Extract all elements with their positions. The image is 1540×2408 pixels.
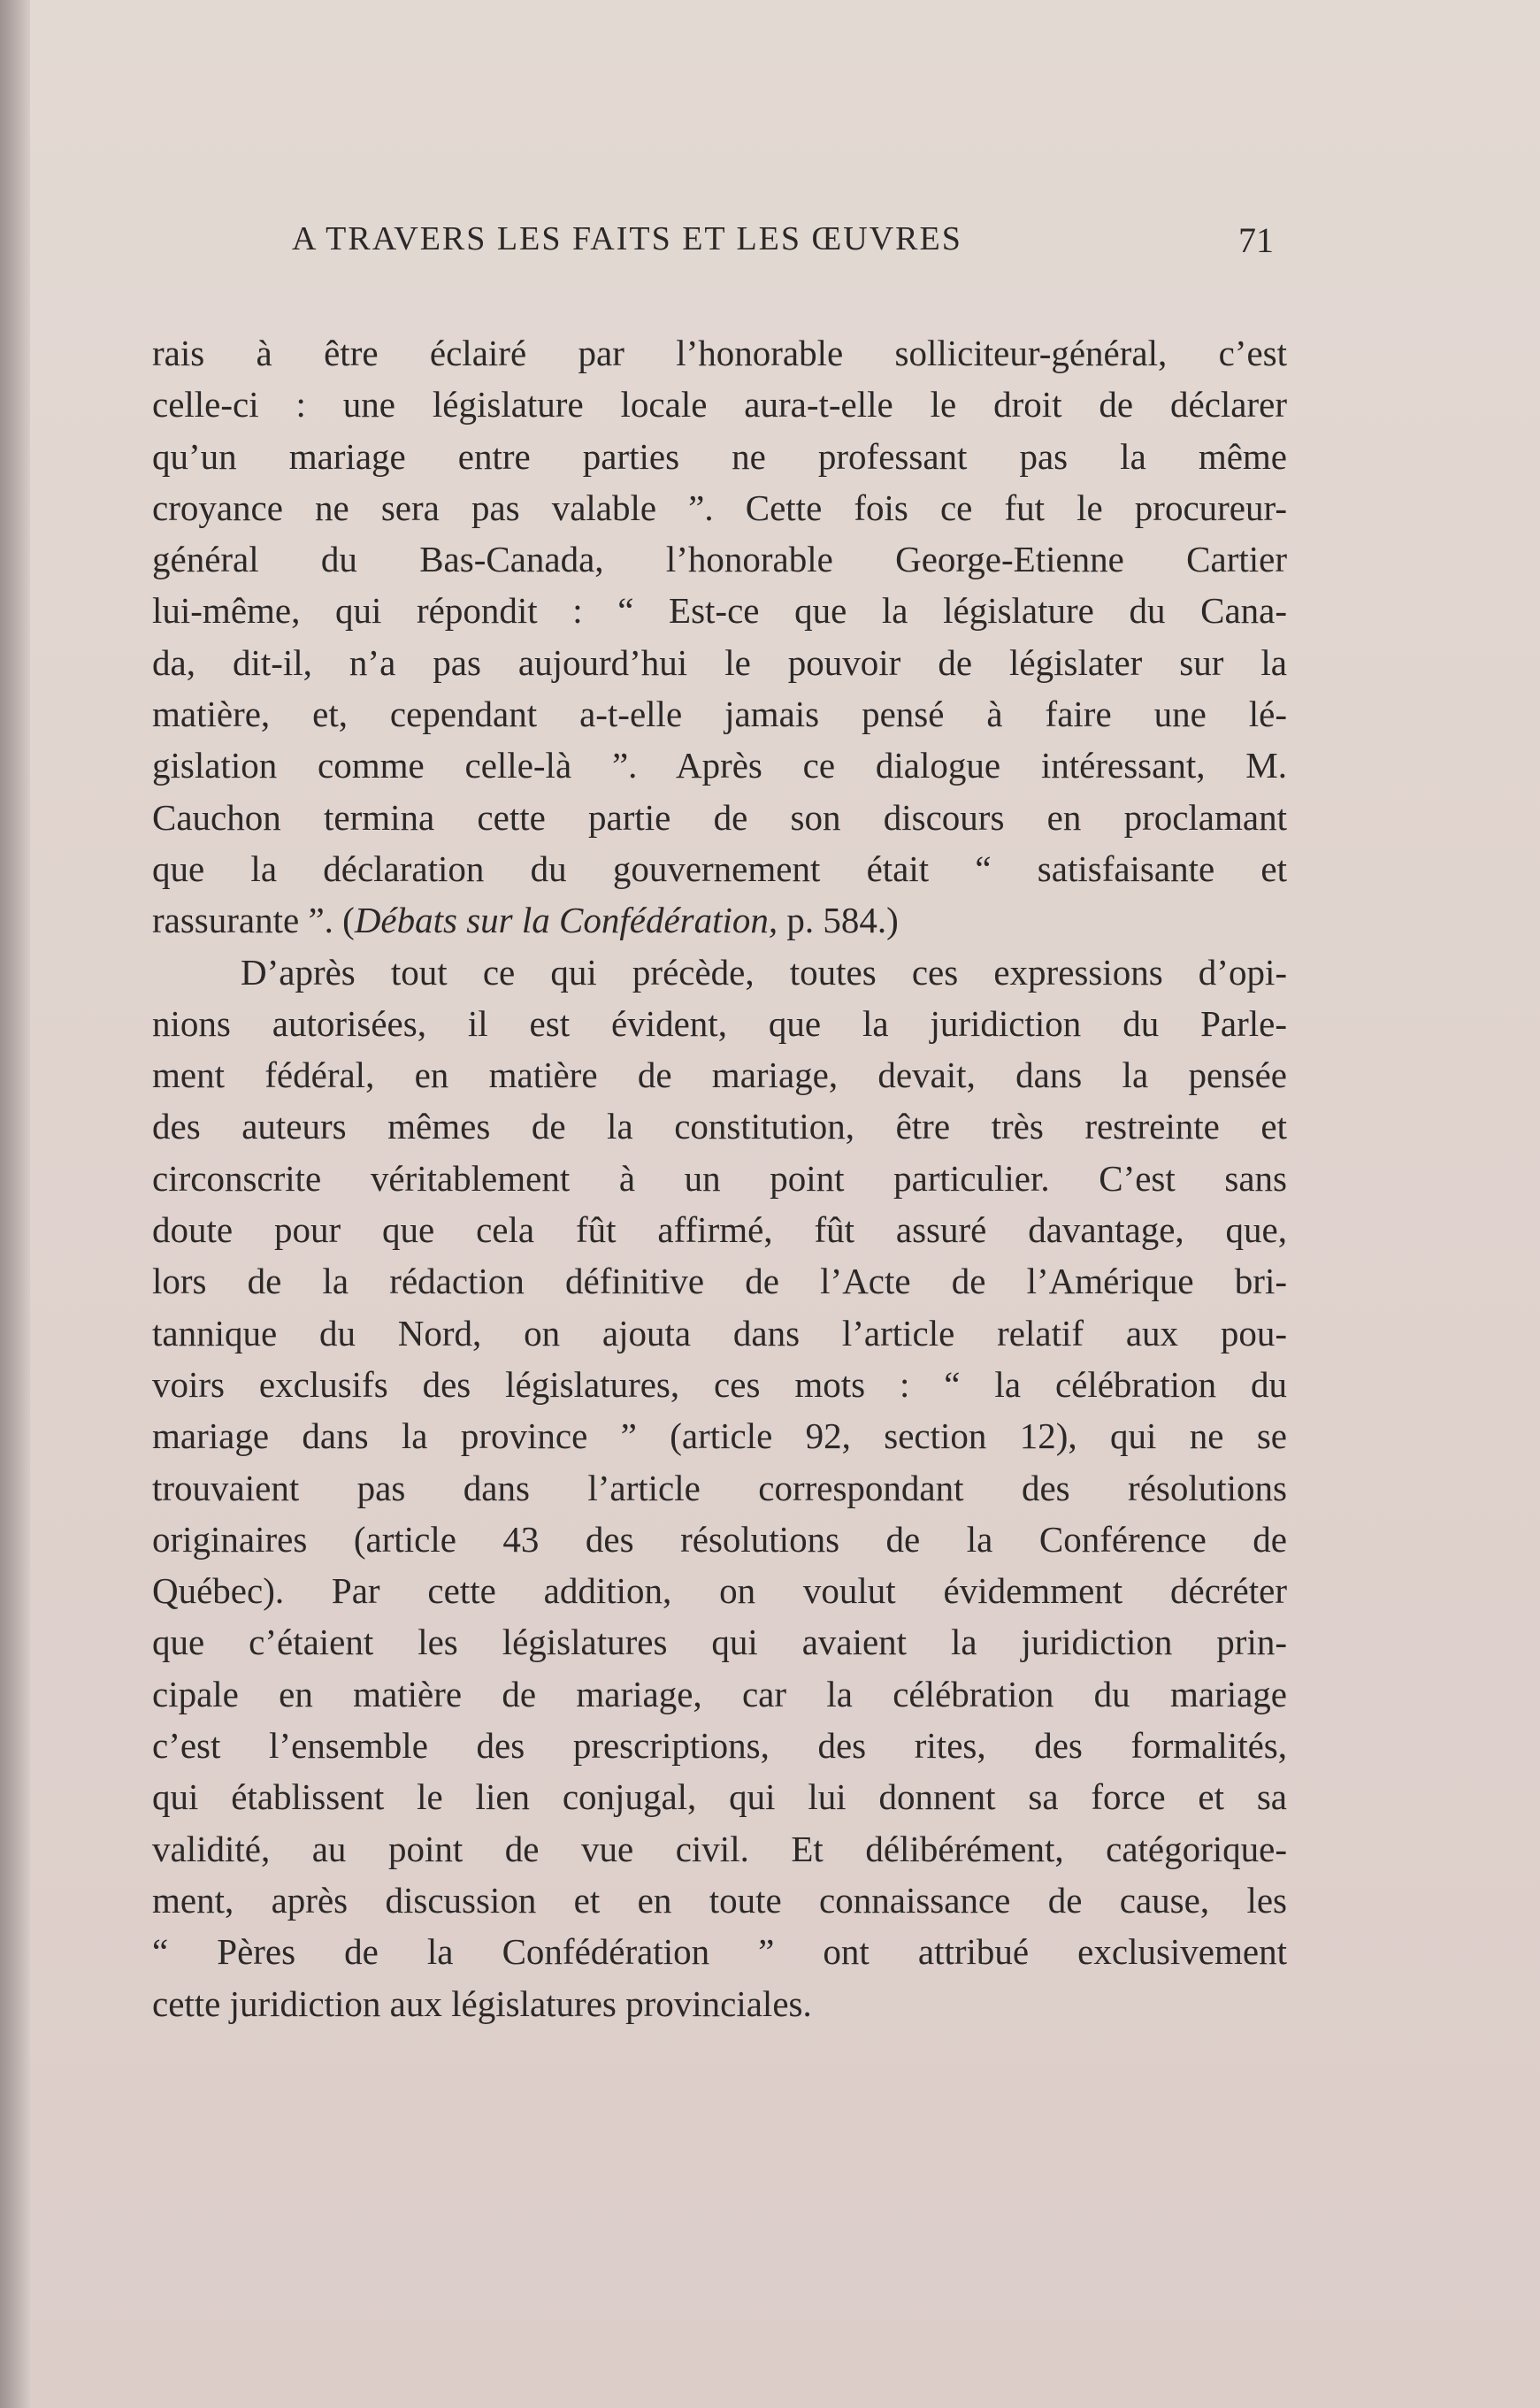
text-line: doute pour que cela fût affirmé, fût assuré davantage, que, bbox=[152, 1209, 1287, 1251]
text-line: général du Bas-Canada, l’honorable George-Etienne Cartier bbox=[152, 539, 1287, 580]
text-line: “ Pères de la Confédération ” ont attribué exclusivement bbox=[152, 1931, 1287, 1973]
text-line: originaires (article 43 des résolutions de la Conférence de bbox=[152, 1518, 1287, 1560]
citation-before: rassurante ”. ( bbox=[152, 900, 355, 941]
running-header-title: A TRAVERS LES FAITS ET LES ŒUVRES bbox=[292, 220, 962, 257]
text-line: des auteurs mêmes de la constitution, être très restreinte et bbox=[152, 1106, 1287, 1147]
text-line: lui-même, qui répondit : “ Est-ce que la législature du Cana- bbox=[152, 590, 1287, 632]
running-header bbox=[292, 219, 1274, 264]
text-line: tannique du Nord, on ajouta dans l’article relatif aux pou- bbox=[152, 1312, 1287, 1354]
text-line: croyance ne sera pas valable ”. Cette fois ce fut le procureur- bbox=[152, 487, 1287, 528]
text-line: Québec). Par cette addition, on voulut évidemment décréter bbox=[152, 1570, 1287, 1612]
text-line: cipale en matière de mariage, car la célébration du mariage bbox=[152, 1673, 1287, 1714]
text-line: D’après tout ce qui précède, toutes ces expressions d’opi- bbox=[241, 951, 1287, 993]
text-line: nions autorisées, il est évident, que la juridiction du Parle- bbox=[152, 1002, 1287, 1044]
text-line: voirs exclusifs des législatures, ces mots : “ la célébration du bbox=[152, 1363, 1287, 1405]
text-line: lors de la rédaction définitive de l’Acte de l’Amérique bri- bbox=[152, 1261, 1287, 1302]
text-line: ment fédéral, en matière de mariage, devait, dans la pensée bbox=[152, 1054, 1287, 1096]
paragraph-2 bbox=[152, 947, 1287, 2029]
binding-shadow bbox=[0, 0, 30, 2408]
text-line: trouvaient pas dans l’article correspondant des résolutions bbox=[152, 1467, 1287, 1508]
text-line: celle-ci : une législature locale aura-t-elle le droit de déclarer bbox=[152, 384, 1287, 426]
text-line: mariage dans la province ” (article 92, section 12), qui ne se bbox=[152, 1415, 1287, 1457]
text-line: gislation comme celle-là ”. Après ce dialogue intéressant, M. bbox=[152, 745, 1287, 786]
text-line: Cauchon termina cette partie de son discours en proclamant bbox=[152, 796, 1287, 838]
text-line: matière, et, cependant a-t-elle jamais pensé à faire une lé- bbox=[152, 694, 1287, 735]
citation-title: Débats sur la Confédération, bbox=[354, 900, 778, 941]
text-line: rais à être éclairé par l’honorable solliciteur-général, c’est bbox=[152, 333, 1287, 373]
citation-after: p. 584.) bbox=[778, 900, 899, 941]
text-line: qui établissent le lien conjugal, qui lui donnent sa force et sa bbox=[152, 1776, 1287, 1818]
text-line: ment, après discussion et en toute connaissance de cause, les bbox=[152, 1879, 1287, 1921]
text-line: validité, au point de vue civil. Et délibérément, catégorique- bbox=[152, 1828, 1287, 1869]
page-number: 71 bbox=[1238, 220, 1274, 260]
text-line: circonscrite véritablement à un point particulier. C’est sans bbox=[152, 1157, 1287, 1199]
text-line: da, dit-il, n’a pas aujourd’hui le pouvoir de législater sur la bbox=[152, 641, 1287, 683]
text-line: que c’étaient les législatures qui avaient la juridiction prin- bbox=[152, 1622, 1287, 1663]
citation-line bbox=[152, 894, 1287, 946]
body-text bbox=[152, 327, 1287, 2029]
paragraph-1 bbox=[152, 327, 1287, 947]
text-line: qu’un mariage entre parties ne professant pas la même bbox=[152, 435, 1287, 477]
text-line: cette juridiction aux législatures provinciales. bbox=[152, 1982, 812, 2024]
text-line: que la déclaration du gouvernement était “ satisfaisante et bbox=[152, 847, 1287, 889]
text-line: c’est l’ensemble des prescriptions, des rites, des formalités, bbox=[152, 1725, 1287, 1767]
